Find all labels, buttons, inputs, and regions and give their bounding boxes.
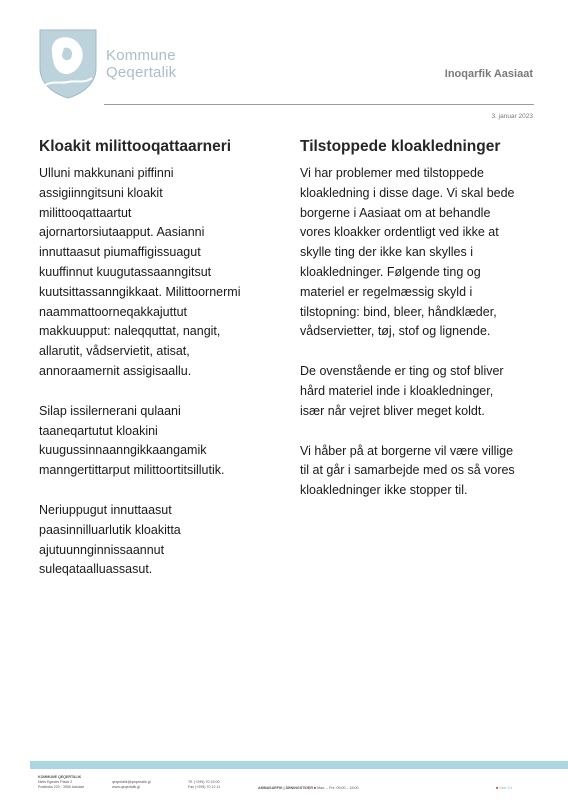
department-name: Inoqarfik Aasiaat	[444, 68, 533, 80]
footer-address-block	[38, 775, 84, 790]
document-date: 3. januar 2023	[491, 113, 533, 120]
footer-contact-block	[112, 780, 151, 790]
right-paragraph-3: Vi håber på at borgerne vil være villige til at går i samarbejde med os så vores kloakledninger ikke stopper til.	[300, 443, 515, 498]
footer-page-number: ■ Side 1/1	[496, 786, 513, 790]
footer-web[interactable]: www.qeqertalik.gl	[112, 785, 140, 789]
footer-address-line-2: Postboks 220 · 3950 Aasiaat	[38, 785, 84, 789]
footer-hours-label: AMMASARFIK | ÅBNINGSTIDER	[258, 786, 313, 790]
logo-wordmark	[106, 47, 176, 81]
footer-phone: Tlf. (+299) 70 19 00	[188, 780, 220, 784]
right-column	[300, 138, 536, 521]
footer-hours-text: Man. – Fre. 09:00 – 15:00	[317, 786, 359, 790]
left-paragraph-1: Ulluni makkunani piffinni assigiinngitsuni kloakit milittooqattaartut ajornartorsiutaapput. Aasianni innuttaasut piumaffigissuagut kuuffinnut kuugutassaanngitsut kuutsittassanngikkaat. Milittoornermi naammattoorneqakkajuttut makkuupput: naleqquttat, nangit, allarutit, vådservietit, atisat, annoraamernit assigisaallu.	[39, 166, 241, 378]
footer-hours-mark-icon: ■	[313, 786, 317, 790]
kommune-qeqertalik-logo	[38, 28, 98, 100]
right-heading: Tilstoppede kloakledninger	[300, 138, 501, 155]
footer-org: KOMMUNE QEQERTALIK	[38, 775, 82, 779]
right-paragraph-2: De ovenstående er ting og stof bliver hård materiel inde i kloakledninger, især når vejret bliver meget koldt.	[300, 364, 504, 418]
left-paragraph-3: Neriuppugut innuttaasut paasinnilluarlutik kloakitta ajutuunnginnissaannut suleqataalluassasut.	[39, 502, 181, 577]
footer-hours	[258, 786, 358, 791]
logo-line-1: Kommune	[106, 47, 176, 64]
right-paragraph-1: Vi har problemer med tilstoppede kloakledning i disse dage. Vi skal bede borgerne i Aasiaat om at behandle vores kloakker ordentligt ved ikke at skylle ting der ikke kan skylles i kloakledninger. Følgende ting og materiel er regelmæssig skyld i tilstopning: bind, bleer, håndklæder, vådservietter, tøj, stof og lignende.	[300, 166, 515, 339]
footer-fax: Fax (+299) 70 12 11	[188, 785, 221, 789]
left-heading: Kloakit milittooqattaarneri	[39, 138, 232, 155]
footer-bar	[30, 761, 568, 769]
footer-address-line-1: Niels Egedes Plads 2	[38, 780, 73, 784]
header-divider	[104, 104, 534, 105]
footer-email[interactable]: qeqertalik@qeqertalik.gl	[112, 780, 151, 784]
left-column	[39, 138, 269, 600]
footer-phone-block	[188, 780, 220, 790]
logo-line-2: Qeqertalik	[106, 64, 177, 81]
footer-page-mark-icon: ■	[496, 786, 499, 790]
left-paragraph-2: Silap issilernerani qulaani taaneqartutut kloakini kuugussinnaanngikkaangamik manngertittarput milittoortitsillutik.	[39, 403, 225, 478]
